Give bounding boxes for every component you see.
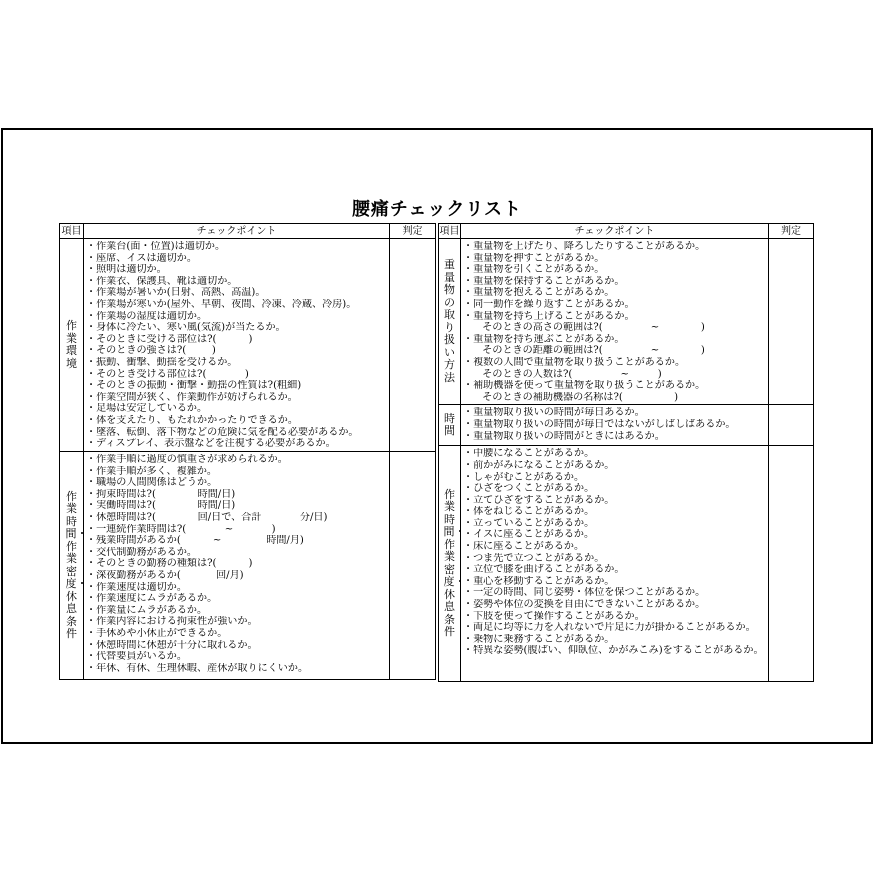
judge-cell[interactable] — [390, 452, 436, 680]
category-cell — [439, 239, 461, 405]
checkpoint-item: ・作業量にムラがあるか。 — [86, 604, 208, 616]
checklist-sheet — [1, 128, 873, 744]
checkpoint-item: ・重量物を保持することがあるか。 — [463, 275, 625, 287]
checkpoint-item: ・イスに座ることがあるか。 — [463, 529, 595, 541]
section-row — [60, 239, 436, 452]
category-label: 作業時間・作業密度・休息条件 — [65, 489, 88, 640]
right-header-row — [439, 224, 814, 239]
checkpoint-item: ・深夜勤務があるか( 回/月) — [86, 569, 244, 581]
checkpoint-item: ・重量物を持ち運ぶことがあるか。 — [463, 333, 625, 345]
checkpoint-item: ・作業手順が多く、複雑か。 — [86, 465, 218, 477]
checkpoint-list — [84, 239, 390, 452]
page-title: 腰痛チェックリスト — [351, 199, 523, 220]
category-label: 時間 — [444, 411, 455, 438]
checkpoint-item: ・交代制勤務があるか。 — [86, 546, 198, 558]
checkpoint-item: ・照明は適切か。 — [86, 264, 167, 276]
checkpoint-item: ・重量物取り扱いの時間が毎日ではないがしばしばあるか。 — [463, 418, 736, 430]
checkpoint-item: ・立てひざをすることがあるか。 — [463, 494, 615, 506]
checkpoint-item: ・そのときに受ける部位は?( ) — [86, 333, 253, 345]
checkpoint-item: ・乗物に乗務することがあるか。 — [463, 633, 615, 645]
checkpoint-item: ・年休、有休、生理休暇、産休が取りにくいか。 — [86, 662, 309, 674]
checkpoint-item: ・作業手順に過度の慎重さが求められるか。 — [86, 454, 288, 465]
checkpoint-item: ・前かがみになることがあるか。 — [463, 459, 615, 471]
section-row — [439, 239, 814, 405]
checkpoint-item: ・作業速度にムラがあるか。 — [86, 593, 218, 605]
checkpoint-item: そのときの距離の範囲は?( ~ ) — [463, 345, 705, 357]
judge-cell[interactable] — [390, 239, 436, 452]
checkpoint-item: ・墜落、転倒、落下物などの危険に気を配る必要があるか。 — [86, 426, 359, 438]
checkpoint-item: ・拘束時間は?( 時間/日) — [86, 488, 236, 500]
section-row — [439, 405, 814, 446]
checkpoint-item: ・体を支えたり、もたれかかったりできるか。 — [86, 414, 298, 426]
checkpoint-item: ・ディスプレイ、表示盤などを注視する必要があるか。 — [86, 438, 336, 450]
right-checklist-table — [438, 223, 814, 682]
checkpoint-item: ・重心を移動することがあるか。 — [463, 575, 615, 587]
checkpoint-item: そのときの高さの範囲は?( ~ ) — [463, 322, 705, 334]
checkpoint-item: ・体をねじることがあるか。 — [463, 506, 595, 518]
checkpoint-item: ・振動、衝撃、動揺を受けるか。 — [86, 356, 238, 368]
checkpoint-list — [461, 239, 769, 405]
category-label: 作業時間・作業密度・休息条件 — [443, 487, 466, 639]
judge-cell[interactable] — [769, 239, 814, 405]
checkpoint-item: ・両足に均等に力を入れないで片足に力が掛かることがあるか。 — [463, 622, 756, 634]
checkpoint-list — [461, 405, 769, 446]
checkpoint-item: ・下肢を使って操作することがあるか。 — [463, 610, 645, 622]
checkpoint-list — [461, 446, 769, 682]
checkpoint-item: ・重量物を引くことがあるか。 — [463, 264, 605, 276]
checkpoint-item: ・作業速度は適切か。 — [86, 581, 187, 593]
checkpoint-item: ・作業内容における拘束性が強いか。 — [86, 616, 258, 628]
checkpoint-item: ・重量物取り扱いの時間がときにはあるか。 — [463, 430, 665, 442]
checkpoint-item: ・つま先で立つことがあるか。 — [463, 552, 605, 564]
judge-cell[interactable] — [769, 405, 814, 446]
checkpoint-item: ・同一動作を繰り返すことがあるか。 — [463, 298, 635, 310]
checkpoint-item: ・休憩時間は?( 回/日で、合計 分/日) — [86, 511, 328, 523]
left-checklist-table — [59, 223, 436, 680]
checkpoint-item: ・そのときの勤務の種類は?( ) — [86, 558, 253, 570]
checkpoint-item: ・職場の人間関係はどうか。 — [86, 477, 218, 489]
checkpoint-item: ・一連続作業時間は?( ~ ) — [86, 523, 276, 535]
category-cell — [439, 446, 466, 682]
checkpoint-item: ・一定の時間、同じ姿勢・体位を保つことがあるか。 — [463, 587, 706, 599]
header-judge: 判定 — [390, 224, 436, 239]
category-label: 作業環境 — [66, 319, 77, 370]
left-header-row — [60, 224, 436, 239]
checkpoint-item: ・そのときの振動・衝撃・動揺の性質は?(粗細) — [86, 380, 302, 392]
checkpoint-item: ・重量物を抱えることがあるか。 — [463, 287, 615, 299]
section-row — [60, 452, 436, 680]
checkpoint-item: ・作業場が暑いか(日射、高熱、高温)。 — [86, 287, 266, 299]
checkpoint-item: ・特異な姿勢(腹ばい、仰臥位、かがみこみ)をすることがあるか。 — [463, 645, 764, 657]
checkpoint-item: ・作業場が寒いか(屋外、早朝、夜間、冷凍、冷蔵、冷房)。 — [86, 298, 357, 310]
category-cell — [439, 405, 461, 446]
checkpoint-item: ・重量物を押すことがあるか。 — [463, 252, 605, 264]
checkpoint-item: ・そのとき受ける部位は?( ) — [86, 368, 249, 380]
header-item: 項目 — [61, 225, 82, 237]
checkpoint-item: そのときの人数は?( ~ ) — [463, 368, 662, 380]
checkpoint-item: ・重量物を上げたり、降ろしたりすることがあるか。 — [463, 241, 706, 252]
category-cell — [60, 239, 84, 452]
checkpoint-item: ・残業時間があるか( ~ 時間/月) — [86, 535, 304, 547]
checkpoint-item: ・しゃがむことがあるか。 — [463, 471, 585, 483]
checkpoint-item: ・ひざをつくことがあるか。 — [463, 483, 595, 495]
section-row — [439, 446, 814, 682]
checkpoint-item: ・中腰になることがあるか。 — [463, 448, 595, 460]
category-label: 重量物の取り扱い方法 — [444, 258, 455, 384]
checkpoint-item: ・座席、イスは適切か。 — [86, 252, 197, 264]
checkpoint-item: ・代替要員がいるか。 — [86, 651, 187, 663]
checkpoint-item: ・そのときの強さは?( ) — [86, 345, 216, 357]
checkpoint-item: ・足場は安定しているか。 — [86, 403, 208, 415]
header-item: 項目 — [439, 225, 460, 237]
checkpoint-item: ・立っていることがあるか。 — [463, 517, 595, 529]
header-checkpoint: チェックポイント — [461, 224, 769, 239]
checkpoint-item: ・姿勢や体位の変換を自由にできないことがあるか。 — [463, 599, 706, 611]
checkpoint-item: ・複数の人間で重量物を取り扱うことがあるか。 — [463, 356, 686, 368]
checkpoint-item: ・重量物を持ち上げることがあるか。 — [463, 310, 635, 322]
checkpoint-item: ・立位で膝を曲げることがあるか。 — [463, 564, 625, 576]
checkpoint-item: ・床に座ることがあるか。 — [463, 541, 585, 553]
checkpoint-item: ・重量物取り扱いの時間が毎日あるか。 — [463, 407, 645, 419]
category-cell — [60, 452, 88, 680]
checkpoint-item: ・身体に冷たい、寒い風(気流)が当たるか。 — [86, 322, 286, 334]
checkpoint-list — [84, 452, 390, 680]
checkpoint-item: ・作業衣、保護具、靴は適切か。 — [86, 275, 238, 287]
checkpoint-item: ・手休めや小休止ができるか。 — [86, 627, 228, 639]
checkpoint-item: ・補助機器を使って重量物を取り扱うことがあるか。 — [463, 380, 706, 392]
judge-cell[interactable] — [769, 446, 814, 682]
header-checkpoint: チェックポイント — [84, 224, 390, 239]
checkpoint-item: ・作業台(面・位置)は適切か。 — [86, 241, 226, 252]
header-judge: 判定 — [769, 224, 814, 239]
checkpoint-item: ・作業場の湿度は適切か。 — [86, 310, 208, 322]
checkpoint-item: そのときの補助機器の名称は?( ) — [463, 391, 679, 403]
checkpoint-item: ・作業空間が狭く、作業動作が妨げられるか。 — [86, 391, 298, 403]
checkpoint-item: ・実働時間は?( 時間/日) — [86, 500, 236, 512]
checkpoint-item: ・休憩時間に休憩が十分に取れるか。 — [86, 639, 258, 651]
